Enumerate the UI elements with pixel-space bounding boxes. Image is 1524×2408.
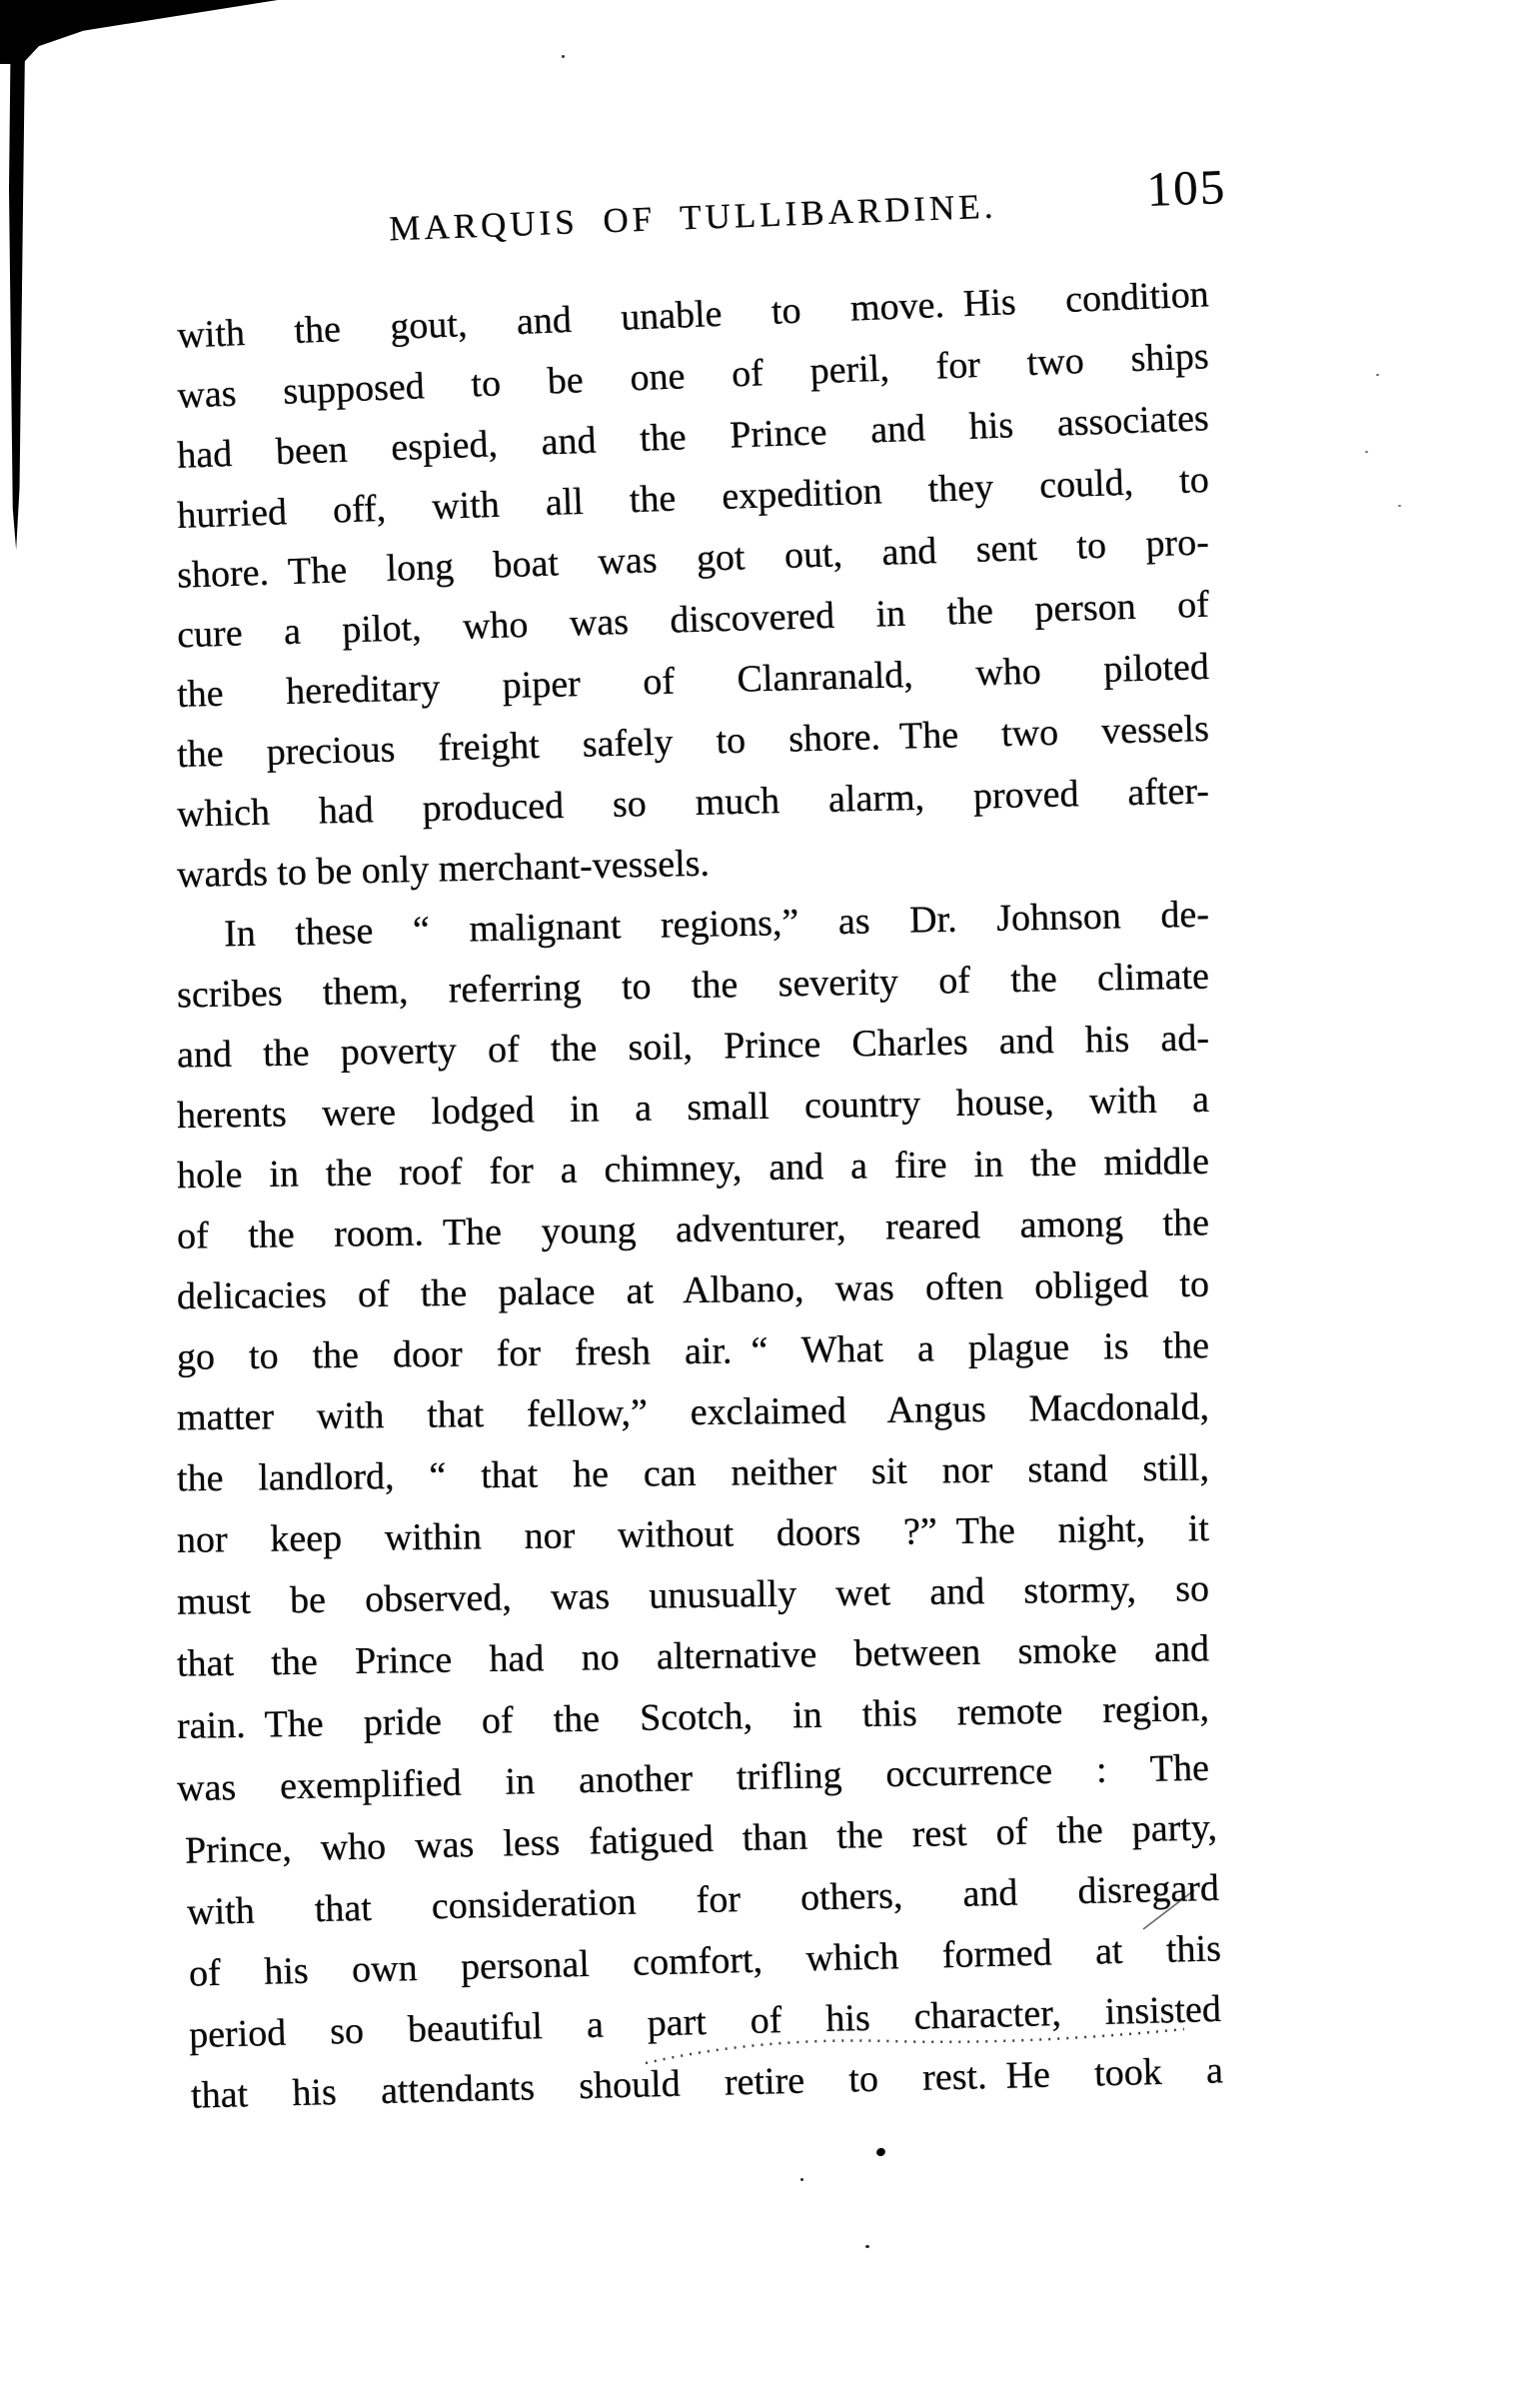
text-line: the landlord, “ that he can neither sit nor stand still, xyxy=(176,1446,1210,1500)
page-header xyxy=(176,158,1228,276)
text-line: with the gout, and unable to move. His condition xyxy=(176,273,1210,357)
text-line: In these “ malignant regions,” as Dr. Johnson de- xyxy=(223,893,1210,956)
scan-artifact-ink-speck xyxy=(1398,505,1401,507)
scan-artifact-ink-speck xyxy=(562,55,565,58)
text-line: was supposed to be one of peril, for two ships xyxy=(176,335,1210,417)
text-line: herents were lodged in a small country house, with a xyxy=(176,1078,1210,1138)
text-line: with that consideration for others, and disregard xyxy=(186,1866,1220,1934)
page-body xyxy=(176,273,1224,2117)
page-number: 105 xyxy=(1145,158,1228,217)
text-line: had been espied, and the Prince and his associates xyxy=(176,397,1210,477)
text-line: Prince, who was less fatigued than the rest of the party, xyxy=(184,1806,1218,1872)
text-line: and the poverty of the soil, Prince Charles and his ad- xyxy=(176,1017,1210,1077)
text-line: period so beautiful a part of his character, insisted xyxy=(188,1987,1222,2057)
text-line: of the room. The young adventurer, reared among the xyxy=(176,1202,1210,1257)
text-line: must be observed, was unusually wet and stormy, so xyxy=(176,1567,1210,1623)
text-line: of his own personal comfort, which formed at this xyxy=(188,1927,1222,1995)
text-line: cure a pilot, who was discovered in the person of xyxy=(176,583,1210,657)
scan-artifact-ink-speck xyxy=(1365,451,1368,453)
scan-artifact-edge-streak xyxy=(9,34,26,550)
text-line: hurried off, with all the expedition they could, to xyxy=(176,458,1210,538)
text-line: the hereditary piper of Clanranald, who piloted xyxy=(176,646,1210,716)
text-line: nor keep within nor without doors ?” The night, it xyxy=(176,1507,1210,1561)
scan-artifact-scribble xyxy=(640,2017,1199,2077)
text-line: matter with that fellow,” exclaimed Angus Macdonald, xyxy=(176,1385,1210,1439)
text-line: delicacies of the palace at Albano, was often obliged to xyxy=(176,1262,1210,1318)
text-line: hole in the roof for a chimney, and a fire in the middle xyxy=(176,1140,1210,1198)
scan-artifact-ink-speck xyxy=(865,2245,869,2248)
scan-artifact-corner-fold xyxy=(0,0,278,64)
running-title: MARQUIS OF TULLIBARDINE. xyxy=(388,186,998,249)
text-line: go to the door for fresh air. “ What a plague is the xyxy=(176,1324,1210,1378)
text-line: was exemplified in another trifling occurrence : The xyxy=(176,1746,1210,1810)
text-line: the precious freight safely to shore. The two vessels xyxy=(176,707,1210,777)
text-line: shore. The long boat was got out, and sent to pro- xyxy=(176,521,1210,597)
text-line: wards to be only merchant-vessels. xyxy=(176,842,711,897)
text-line: which had produced so much alarm, proved after- xyxy=(176,770,1210,836)
text-line: that his attendants should retire to rest. He took a xyxy=(190,2049,1224,2117)
scan-artifact-ink-dot xyxy=(875,2146,887,2157)
text-line: that the Prince had no alternative between smoke and xyxy=(176,1627,1210,1685)
text-line: rain. The pride of the Scotch, in this remote region, xyxy=(176,1686,1210,1748)
scan-artifact-ink-speck xyxy=(800,2178,803,2181)
scan-artifact-ink-speck xyxy=(1376,374,1379,376)
text-line: scribes them, referring to the severity of the climate xyxy=(176,955,1210,1017)
scan-artifact-scratch xyxy=(1139,1887,1199,1933)
